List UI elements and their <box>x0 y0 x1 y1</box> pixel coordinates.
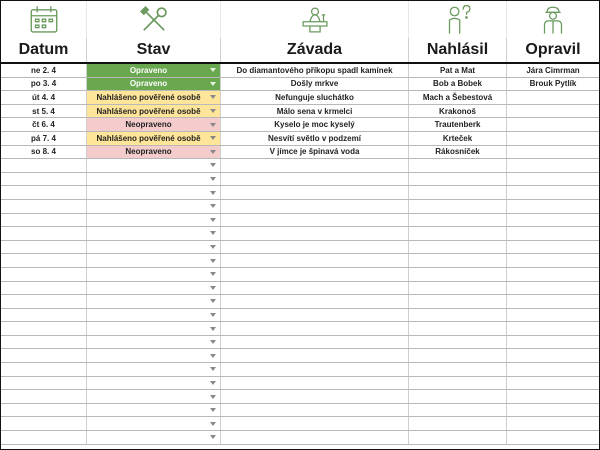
chevron-down-icon[interactable] <box>210 422 216 426</box>
header-opravil: Opravil <box>525 41 581 58</box>
header-datum: Datum <box>1 38 87 62</box>
issue-cell[interactable] <box>221 254 409 267</box>
chevron-down-icon[interactable] <box>210 177 216 181</box>
fixed-by-cell[interactable] <box>507 78 599 91</box>
status-dropdown[interactable] <box>87 146 221 159</box>
reported-by-cell[interactable] <box>409 78 507 91</box>
fixed-by-cell[interactable] <box>507 200 599 213</box>
chevron-down-icon[interactable] <box>210 381 216 385</box>
status-dropdown[interactable] <box>87 200 221 213</box>
reported-by-cell[interactable] <box>409 64 507 77</box>
date-cell[interactable] <box>1 186 87 199</box>
chevron-down-icon[interactable] <box>210 259 216 263</box>
reported-by-cell[interactable] <box>409 132 507 145</box>
status-dropdown[interactable] <box>87 336 221 349</box>
icon-cell-zavada <box>221 1 409 38</box>
header-stav: Stav <box>87 38 221 62</box>
date-cell[interactable] <box>1 268 87 281</box>
issue-cell[interactable] <box>221 417 409 430</box>
date-cell[interactable] <box>1 336 87 349</box>
status-dropdown[interactable] <box>87 390 221 403</box>
date-cell-text: pá 7. 4 <box>31 133 56 143</box>
date-cell[interactable] <box>1 390 87 403</box>
reported-by-cell-text: Bob a Bobek <box>433 79 482 89</box>
status-dropdown[interactable] <box>87 159 221 172</box>
table-row <box>1 254 599 268</box>
reported-by-cell[interactable] <box>409 254 507 267</box>
date-cell[interactable] <box>1 173 87 186</box>
reported-by-cell[interactable] <box>409 309 507 322</box>
reported-by-cell[interactable] <box>409 241 507 254</box>
chevron-down-icon[interactable] <box>210 150 216 154</box>
reported-by-cell[interactable] <box>409 159 507 172</box>
date-cell[interactable] <box>1 309 87 322</box>
reported-by-cell[interactable] <box>409 268 507 281</box>
table-row <box>1 91 599 105</box>
issue-cell[interactable] <box>221 91 409 104</box>
chevron-down-icon[interactable] <box>210 82 216 86</box>
date-cell[interactable] <box>1 363 87 376</box>
reported-by-cell-text: Pat a Mat <box>439 65 476 75</box>
reported-by-cell[interactable] <box>409 146 507 159</box>
chevron-down-icon[interactable] <box>210 272 216 276</box>
date-cell[interactable] <box>1 118 87 131</box>
date-cell-text: čt 6. 4 <box>32 120 55 130</box>
issue-cell-text: Nefunguje sluchátko <box>275 92 354 102</box>
date-cell[interactable] <box>1 254 87 267</box>
reported-by-cell[interactable] <box>409 186 507 199</box>
issue-cell[interactable] <box>221 105 409 118</box>
date-cell[interactable] <box>1 132 87 145</box>
sink-repair-icon <box>298 3 332 37</box>
fixed-by-cell[interactable] <box>507 282 599 295</box>
fixed-by-cell[interactable] <box>507 132 599 145</box>
chevron-down-icon[interactable] <box>210 123 216 127</box>
status-dropdown-text: Nahlášeno pověřené osobě <box>96 106 201 116</box>
table-row <box>1 417 599 431</box>
worker-icon <box>536 3 570 37</box>
fixed-by-cell[interactable] <box>507 186 599 199</box>
date-cell[interactable] <box>1 282 87 295</box>
chevron-down-icon[interactable] <box>210 408 216 412</box>
issue-cell[interactable] <box>221 146 409 159</box>
reported-by-cell[interactable] <box>409 349 507 362</box>
header-zavada: Závada <box>221 38 409 62</box>
table-row <box>1 404 599 418</box>
reported-by-cell[interactable] <box>409 91 507 104</box>
status-dropdown[interactable] <box>87 241 221 254</box>
fixed-by-cell[interactable] <box>507 118 599 131</box>
status-dropdown[interactable] <box>87 78 221 91</box>
icon-header-row <box>1 1 599 38</box>
table-row <box>1 173 599 187</box>
status-dropdown[interactable] <box>87 404 221 417</box>
table-row <box>1 118 599 132</box>
date-cell[interactable] <box>1 200 87 213</box>
date-cell[interactable] <box>1 431 87 444</box>
fixed-by-cell[interactable] <box>507 159 599 172</box>
reported-by-cell[interactable] <box>409 295 507 308</box>
issue-cell[interactable] <box>221 200 409 213</box>
chevron-down-icon[interactable] <box>210 136 216 140</box>
table-row <box>1 64 599 78</box>
issue-cell[interactable] <box>221 390 409 403</box>
reported-by-cell-text: Rákosníček <box>435 147 480 157</box>
column-header-row <box>1 38 599 64</box>
reported-by-cell[interactable] <box>409 282 507 295</box>
status-dropdown[interactable] <box>87 322 221 335</box>
icon-cell-nahlasil <box>409 1 507 38</box>
date-cell[interactable] <box>1 146 87 159</box>
reported-by-cell[interactable] <box>409 200 507 213</box>
issue-cell[interactable] <box>221 377 409 390</box>
status-dropdown[interactable] <box>87 431 221 444</box>
tools-icon <box>137 3 171 37</box>
table-row <box>1 186 599 200</box>
icon-cell-datum <box>1 1 87 38</box>
chevron-down-icon[interactable] <box>210 245 216 249</box>
reported-by-cell-text: Krakonoš <box>439 106 476 116</box>
date-cell[interactable] <box>1 159 87 172</box>
chevron-down-icon[interactable] <box>210 340 216 344</box>
table-row <box>1 241 599 255</box>
reported-by-cell-text: Trautenberk <box>434 120 481 130</box>
fixed-by-cell[interactable] <box>507 390 599 403</box>
date-cell[interactable] <box>1 322 87 335</box>
status-dropdown[interactable] <box>87 186 221 199</box>
date-cell[interactable] <box>1 404 87 417</box>
status-dropdown[interactable] <box>87 349 221 362</box>
reported-by-cell[interactable] <box>409 377 507 390</box>
header-nahlasil: Nahlásil <box>409 38 507 62</box>
fixed-by-cell[interactable] <box>507 214 599 227</box>
issue-cell[interactable] <box>221 431 409 444</box>
fixed-by-cell[interactable] <box>507 349 599 362</box>
issue-cell[interactable] <box>221 295 409 308</box>
status-dropdown[interactable] <box>87 227 221 240</box>
issue-cell[interactable] <box>221 363 409 376</box>
status-dropdown-text: Opraveno <box>129 79 168 89</box>
reported-by-cell[interactable] <box>409 173 507 186</box>
table-row <box>1 268 599 282</box>
date-cell-text: st 5. 4 <box>32 106 55 116</box>
reported-by-cell[interactable] <box>409 336 507 349</box>
table-row <box>1 282 599 296</box>
date-cell-text: po 3. 4 <box>30 79 57 89</box>
fixed-by-cell[interactable] <box>507 254 599 267</box>
issue-cell[interactable] <box>221 118 409 131</box>
table-row <box>1 146 599 160</box>
status-dropdown[interactable] <box>87 295 221 308</box>
status-dropdown[interactable] <box>87 118 221 131</box>
status-dropdown[interactable] <box>87 282 221 295</box>
table-row <box>1 349 599 363</box>
status-dropdown[interactable] <box>87 417 221 430</box>
date-cell[interactable] <box>1 78 87 91</box>
fixed-by-cell[interactable] <box>507 322 599 335</box>
chevron-down-icon[interactable] <box>210 313 216 317</box>
fixed-by-cell[interactable] <box>507 146 599 159</box>
issue-cell[interactable] <box>221 214 409 227</box>
status-dropdown[interactable] <box>87 268 221 281</box>
status-dropdown[interactable] <box>87 254 221 267</box>
chevron-down-icon[interactable] <box>210 218 216 222</box>
fixed-by-cell[interactable] <box>507 336 599 349</box>
fixed-by-cell[interactable] <box>507 64 599 77</box>
date-cell[interactable] <box>1 417 87 430</box>
reported-by-cell[interactable] <box>409 322 507 335</box>
fixed-by-cell[interactable] <box>507 363 599 376</box>
issue-cell[interactable] <box>221 186 409 199</box>
reported-by-cell-text: Krteček <box>442 133 473 143</box>
issue-cell[interactable] <box>221 349 409 362</box>
issue-cell[interactable] <box>221 241 409 254</box>
table-row <box>1 105 599 119</box>
chevron-down-icon[interactable] <box>210 231 216 235</box>
date-cell-text: ne 2. 4 <box>31 65 56 75</box>
reported-by-cell[interactable] <box>409 390 507 403</box>
icon-cell-opravil <box>507 1 599 38</box>
fixed-by-cell[interactable] <box>507 268 599 281</box>
date-cell[interactable] <box>1 105 87 118</box>
reported-by-cell[interactable] <box>409 214 507 227</box>
date-cell-text: út 4. 4 <box>31 92 56 102</box>
icon-cell-stav <box>87 1 221 38</box>
table-row <box>1 309 599 323</box>
table-row <box>1 377 599 391</box>
issue-cell[interactable] <box>221 282 409 295</box>
chevron-down-icon[interactable] <box>210 367 216 371</box>
confused-person-icon <box>441 3 475 37</box>
reported-by-cell[interactable] <box>409 227 507 240</box>
issue-cell[interactable] <box>221 132 409 145</box>
issue-cell[interactable] <box>221 173 409 186</box>
status-dropdown[interactable] <box>87 173 221 186</box>
table-row <box>1 200 599 214</box>
chevron-down-icon[interactable] <box>210 354 216 358</box>
chevron-down-icon[interactable] <box>210 109 216 113</box>
fixed-by-cell[interactable] <box>507 404 599 417</box>
issue-cell-text: Došly mrkve <box>290 79 339 89</box>
table-body <box>1 64 599 445</box>
table-row <box>1 322 599 336</box>
chevron-down-icon[interactable] <box>210 95 216 99</box>
status-dropdown[interactable] <box>87 91 221 104</box>
date-cell[interactable] <box>1 91 87 104</box>
status-dropdown[interactable] <box>87 132 221 145</box>
table-row <box>1 214 599 228</box>
status-dropdown-text: Nahlášeno pověřené osobě <box>96 133 201 143</box>
chevron-down-icon[interactable] <box>210 204 216 208</box>
status-dropdown-text: Neopraveno <box>125 147 172 157</box>
date-cell[interactable] <box>1 64 87 77</box>
issue-cell-text: Nesvítí světlo v podzemí <box>268 133 361 143</box>
status-dropdown[interactable] <box>87 64 221 77</box>
fixed-by-cell[interactable] <box>507 105 599 118</box>
chevron-down-icon[interactable] <box>210 163 216 167</box>
fixed-by-cell[interactable] <box>507 91 599 104</box>
table-row <box>1 227 599 241</box>
reported-by-cell-text: Mach a Šebestová <box>422 92 493 102</box>
status-dropdown-text: Neopraveno <box>125 120 172 130</box>
issue-cell-text: Málo sena v krmelci <box>276 106 353 116</box>
fixed-by-cell[interactable] <box>507 295 599 308</box>
table-row <box>1 363 599 377</box>
chevron-down-icon[interactable] <box>210 395 216 399</box>
reported-by-cell[interactable] <box>409 118 507 131</box>
table-row <box>1 295 599 309</box>
issue-cell-text: Kyselo je moc kyselý <box>274 120 355 130</box>
chevron-down-icon[interactable] <box>210 299 216 303</box>
table-row <box>1 159 599 173</box>
status-dropdown-text: Nahlášeno pověřené osobě <box>96 92 201 102</box>
date-cell-text: so 8. 4 <box>31 147 56 157</box>
issue-cell[interactable] <box>221 159 409 172</box>
issue-cell[interactable] <box>221 78 409 91</box>
table-row <box>1 390 599 404</box>
status-dropdown[interactable] <box>87 214 221 227</box>
fixed-by-cell[interactable] <box>507 309 599 322</box>
issue-cell[interactable] <box>221 268 409 281</box>
reported-by-cell[interactable] <box>409 404 507 417</box>
issue-cell[interactable] <box>221 227 409 240</box>
issue-cell[interactable] <box>221 309 409 322</box>
issue-cell-text: V jímce je špinavá voda <box>269 147 360 157</box>
date-cell[interactable] <box>1 349 87 362</box>
calendar-icon <box>27 3 61 37</box>
issue-cell[interactable] <box>221 336 409 349</box>
date-cell[interactable] <box>1 295 87 308</box>
fixed-by-cell[interactable] <box>507 173 599 186</box>
issue-cell[interactable] <box>221 404 409 417</box>
reported-by-cell[interactable] <box>409 105 507 118</box>
table-row <box>1 336 599 350</box>
chevron-down-icon[interactable] <box>210 68 216 72</box>
issue-cell-text: Do diamantového příkopu spadl kamínek <box>236 65 393 75</box>
fixed-by-cell[interactable] <box>507 377 599 390</box>
table-row <box>1 431 599 445</box>
status-dropdown-text: Opraveno <box>129 65 168 75</box>
date-cell[interactable] <box>1 377 87 390</box>
status-dropdown[interactable] <box>87 377 221 390</box>
chevron-down-icon[interactable] <box>210 191 216 195</box>
chevron-down-icon[interactable] <box>210 327 216 331</box>
date-cell[interactable] <box>1 241 87 254</box>
reported-by-cell[interactable] <box>409 417 507 430</box>
fixed-by-cell[interactable] <box>507 417 599 430</box>
reported-by-cell[interactable] <box>409 363 507 376</box>
issue-cell[interactable] <box>221 64 409 77</box>
issue-cell[interactable] <box>221 322 409 335</box>
fixed-by-cell[interactable] <box>507 431 599 444</box>
fixed-by-cell-text: Jára Cimrman <box>526 65 580 75</box>
reported-by-cell[interactable] <box>409 431 507 444</box>
fixed-by-cell[interactable] <box>507 241 599 254</box>
fixed-by-cell[interactable] <box>507 227 599 240</box>
fixed-by-cell-text: Brouk Pytlík <box>529 79 577 89</box>
date-cell[interactable] <box>1 227 87 240</box>
chevron-down-icon[interactable] <box>210 435 216 439</box>
chevron-down-icon[interactable] <box>210 286 216 290</box>
status-dropdown[interactable] <box>87 105 221 118</box>
status-dropdown[interactable] <box>87 363 221 376</box>
table-row <box>1 132 599 146</box>
status-dropdown[interactable] <box>87 309 221 322</box>
table-row <box>1 78 599 92</box>
date-cell[interactable] <box>1 214 87 227</box>
